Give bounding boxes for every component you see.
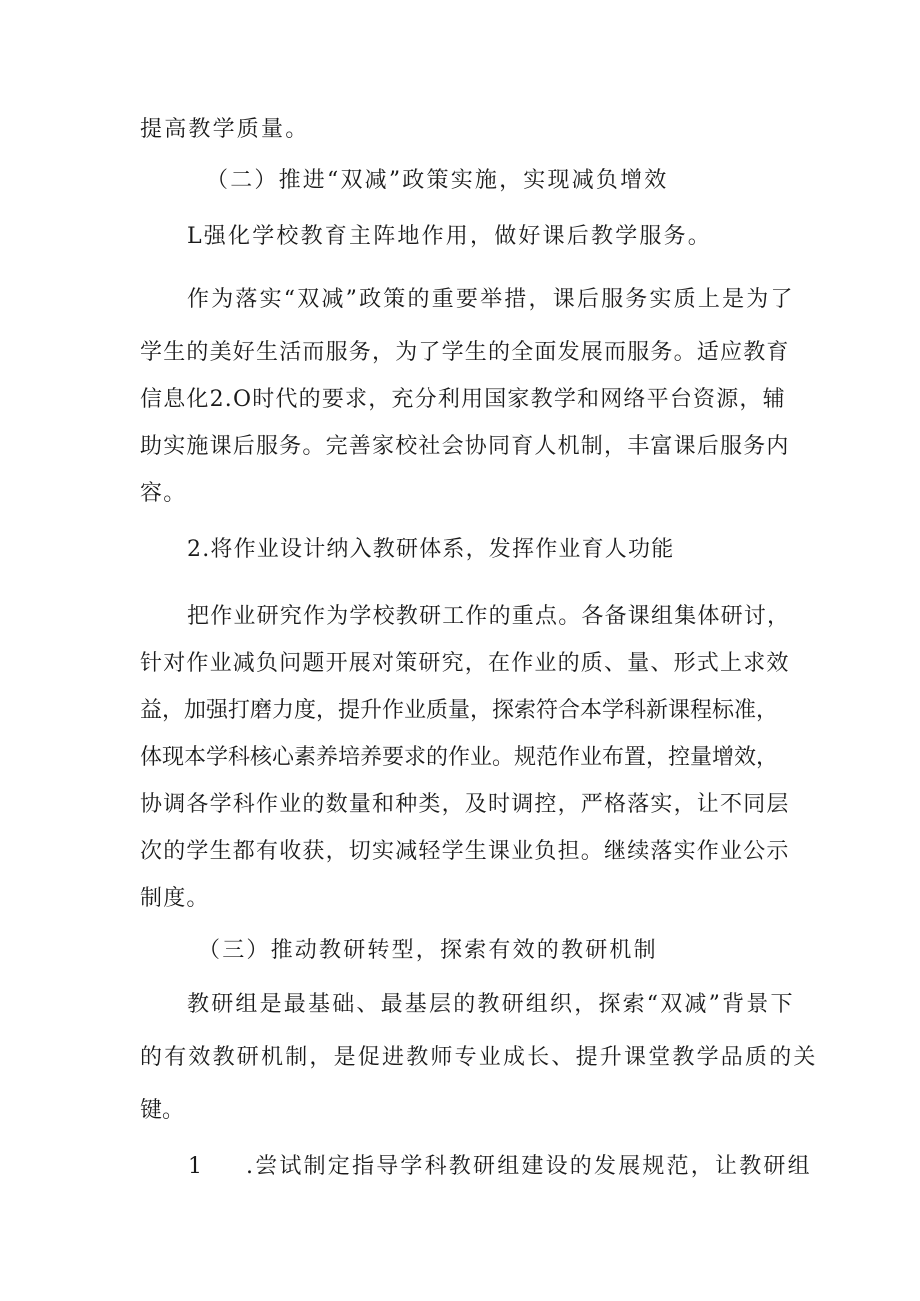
paragraph-line: 教研组是最基础、最基层的教研组织，探索“双减”背景下: [187, 992, 795, 1017]
paragraph-line: 提高教学质量。: [140, 117, 310, 142]
subsection-heading: 2.将作业设计纳入教研体系，发挥作业育人功能: [187, 537, 675, 562]
section-heading: （二）推进“双减”政策实施，实现减负增效: [206, 168, 669, 193]
paragraph-line: 信息化2.O时代的要求，充分利用国家教学和网络平台资源，辅: [140, 387, 786, 412]
paragraph-line: 把作业研究作为学校教研工作的重点。各备课组集体研讨，: [187, 604, 791, 629]
subsection-heading: L强化学校教育主阵地作用，做好课后教学服务。: [187, 224, 713, 249]
list-item-number: 1: [188, 1154, 202, 1179]
paragraph-line: 学生的美好生活而服务，为了学生的全面发展而服务。适应教育: [140, 340, 790, 365]
paragraph-line: 次的学生都有收获，切实减轻学生课业负担。继续落实作业公示: [140, 839, 790, 864]
paragraph-line: 制度。: [140, 886, 210, 911]
list-item-text: .尝试制定指导学科教研组建设的发展规范，让教研组: [246, 1154, 812, 1179]
section-heading: （三）推动教研转型，探索有效的教研机制: [198, 938, 658, 963]
paragraph-line: 键。: [140, 1098, 185, 1123]
paragraph-line: 助实施课后服务。完善家校社会协同育人机制，丰富课后服务内: [140, 434, 790, 459]
paragraph-line: 的有效教研机制，是促进教师专业成长、提升课堂教学品质的关: [140, 1045, 818, 1070]
paragraph-line: 针对作业减负问题开展对策研究，在作业的质、量、形式上求效: [140, 651, 790, 676]
paragraph-line: 作为落实“双减”政策的重要举措，课后服务实质上是为了: [187, 287, 795, 312]
paragraph-line: 益，加强打磨力度，提升作业质量，探索符合本学科新课程标准，: [140, 698, 779, 723]
paragraph-line: 体现本学科核心素养培养要求的作业。规范作业布置，控量增效，: [140, 745, 779, 770]
paragraph-line: 容。: [140, 481, 187, 506]
paragraph-line: 协调各学科作业的数量和种类，及时调控，严格落实，让不同层: [140, 792, 790, 817]
